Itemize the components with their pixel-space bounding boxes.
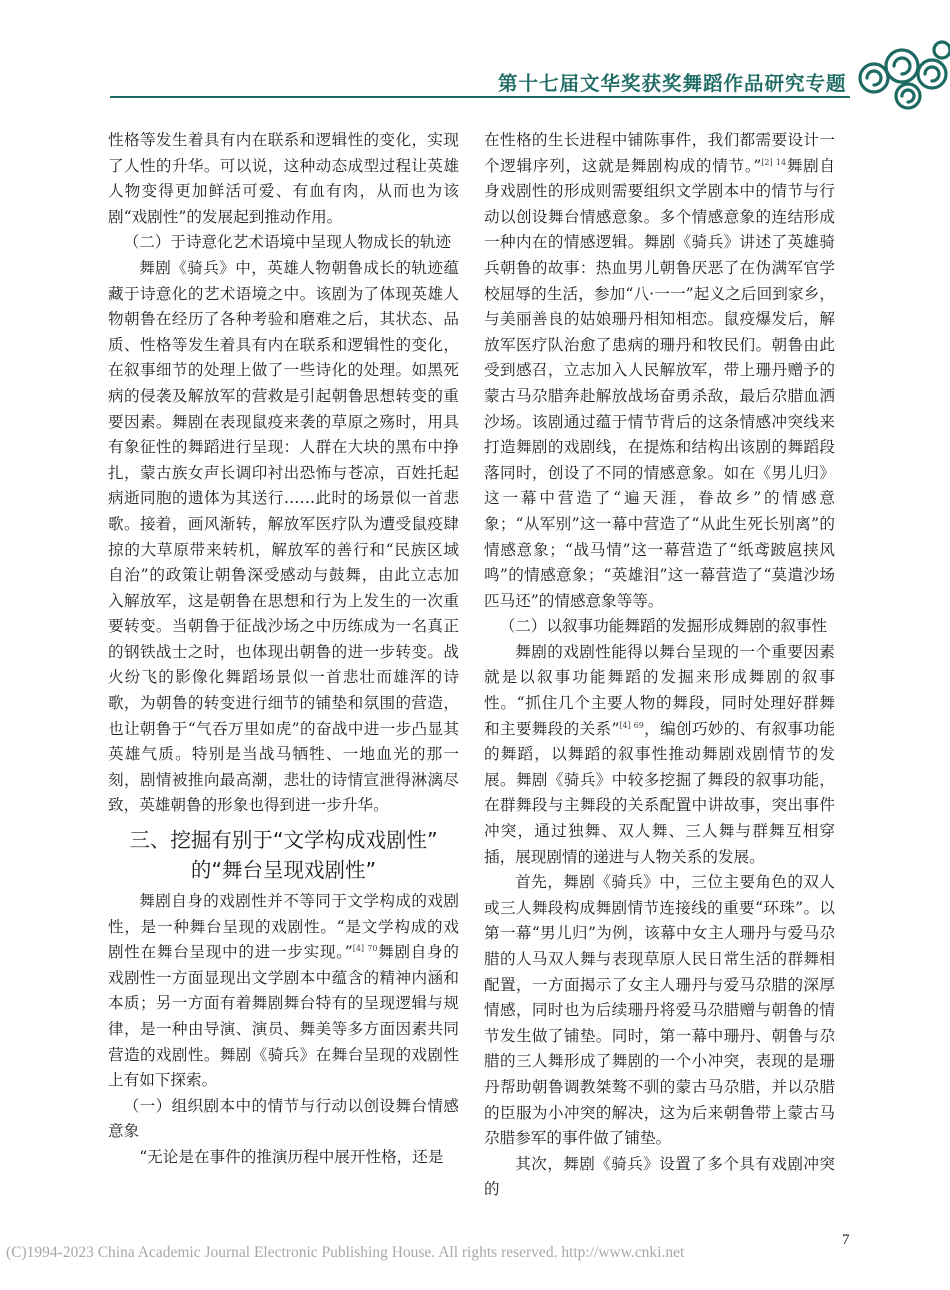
page-footer bbox=[0, 1232, 950, 1272]
section-heading-line: 三、挖掘有别于“文学构成戏剧性” bbox=[129, 828, 438, 853]
paragraph bbox=[484, 128, 835, 614]
section-heading bbox=[108, 825, 459, 885]
subsection-heading: （二）于诗意化艺术语境中呈现人物成长的轨迹 bbox=[123, 233, 452, 252]
paragraph-text: 舞剧自身戏剧性的形成则需要组织文学剧本中的情节与行动以创设舞台情感意象。多个情感意象的连结形成一种内在的情感逻辑。舞剧《骑兵》讲述了英雄骑兵朝鲁的故事：热血男儿朝鲁厌恶了在伪满军官学校屈辱的生活，参加“八·一一”起义之后回到家乡，与美丽善良的姑娘珊丹相知相恋。鼠疫爆发后，解放军医疗队治愈了患病的珊丹和牧民们。朝鲁由此受到感召，立志加入人民解放军，带上珊丹赠予的蒙古马尕腊奔赴解放战场奋勇杀敌，最后尕腊血洒沙场。该剧通过蕴于情节背后的这条情感冲突线来打造舞剧的戏剧线，在提炼和结构出该剧的舞蹈段落同时，创设了不同的情感意象。如在《男儿归》这一幕中营造了“遍天涯，眷故乡”的情感意象；“从军别”这一幕中营造了“从此生死长别离”的情感意象；“战马情”这一幕营造了“纸鸢跛扈挟风鸣”的情感意象；“英雄泪”这一幕营造了“莫遣沙场匹马还”的情感意象等等。 bbox=[484, 156, 835, 610]
paragraph: 其次，舞剧《骑兵》设置了多个具有戏剧冲突的 bbox=[484, 1154, 835, 1199]
paragraph: 舞剧《骑兵》中，英雄人物朝鲁成长的轨迹蕴藏于诗意化的艺术语境之中。该剧为了体现英雄人物朝鲁在经历了各种考验和磨难之后，其状态、品质、性格等发生着具有内在联系和逻辑性的变化，在叙事细节的处理上做了一些诗化的处理。如黑死病的侵袭及解放军的营救是引起朝鲁思想转变的重要因素。舞剧在表现鼠疫来袭的草原之殇时，用具有象征性的舞蹈进行呈现：人群在大块的黑布中挣扎，蒙古族女声长调印衬出恐怖与苍凉，百姓托起病逝同胞的遗体为其送行……此时的场景似一首悲歌。接着，画风渐转，解放军医疗队为遭受鼠疫肆掠的大草原带来转机，解放军的善行和“民族区域自治”的政策让朝鲁深受感动与鼓舞，由此立志加入解放军，这是朝鲁在思想和行为上发生的一次重要转变。当朝鲁于征战沙场之中历练成为一名真正的钢铁战士之时，也体现出朝鲁的进一步转变。战火纷飞的影像化舞蹈场景似一首悲壮而雄浑的诗歌，为朝鲁的转变进行细节的铺垫和氛围的营造，也让朝鲁于“气吞万里如虎”的奋战中进一步凸显其英雄气质。特别是当战马牺牲、一地血光的那一刻，剧情被推向最高潮，悲壮的诗情宣泄得淋漓尽致，英雄朝鲁的形象也得到进一步升华。 bbox=[108, 258, 459, 815]
subsection-heading: （一）组织剧本中的情节与行动以创设舞台情感意象 bbox=[108, 1096, 459, 1141]
paragraph bbox=[108, 889, 459, 1094]
paragraph-text: 舞剧自身的戏剧性一方面显现出文学剧本中蕴含的精神内涵和本质；另一方面有着舞剧舞台特有的呈现逻辑与规律，是一种由导演、演员、舞美等多方面因素共同营造的戏剧性。舞剧《骑兵》在舞台呈现的戏剧性上有如下探索。 bbox=[108, 943, 459, 1090]
cloud-swirl-ornament-icon bbox=[852, 38, 950, 118]
paragraph-text: 舞剧自身的戏剧性并不等同于文学构成的戏剧性，是一种舞台呈现的戏剧性。“是文学构成的戏剧性在舞台呈现中的进一步实现。” bbox=[108, 892, 459, 962]
paragraph: “无论是在事件的推演历程中展开性格，还是 bbox=[139, 1147, 444, 1166]
paragraph-text: ，编创巧妙的、有叙事功能的舞蹈，以舞蹈的叙事性推动舞剧戏剧情节的发展。舞剧《骑兵》中较多挖掘了舞段的叙事功能，在群舞段与主舞段的关系配置中讲故事，突出事件冲突，通过独舞、双人舞、三人舞与群舞互相穿插，展现剧情的递进与人物关系的发展。 bbox=[484, 719, 835, 866]
paragraph-text: 在性格的生长进程中铺陈事件，我们都需要设计一个逻辑序列，这就是舞剧构成的情节。” bbox=[484, 131, 835, 175]
right-column bbox=[484, 128, 835, 1203]
section-heading-line: 的“舞台呈现戏剧性” bbox=[190, 858, 377, 883]
paragraph-text: 舞剧的戏剧性能得以舞台呈现的一个重要因素就是以叙事功能舞蹈的发掘来形成舞剧的叙事性。“抓住几个主要人物的舞段，同时处理好群舞和主要舞段的关系” bbox=[484, 642, 835, 738]
page-number: 7 bbox=[842, 1232, 850, 1248]
citation: [4] 69 bbox=[619, 720, 644, 730]
subsection-heading: （二）以叙事功能舞蹈的发掘形成舞剧的叙事性 bbox=[499, 617, 828, 636]
header-rule bbox=[110, 96, 850, 98]
citation: [2] 14 bbox=[761, 157, 787, 167]
copyright-watermark: (C)1994-2023 China Academic Journal Electronic Publishing House. All rights reserved. http://www.cnki.net bbox=[6, 1244, 685, 1261]
citation: [4] 70 bbox=[352, 944, 378, 954]
left-column bbox=[108, 128, 459, 1171]
journal-section-title: 第十七届文华奖获奖舞蹈作品研究专题 bbox=[498, 72, 847, 95]
paragraph bbox=[484, 640, 835, 870]
paragraph: 性格等发生着具有内在联系和逻辑性的变化，实现了人性的升华。可以说，这种动态成型过程让英雄人物变得更加鲜活可爱、有血有肉，从而也为该剧“戏剧性”的发展起到推动作用。 bbox=[108, 131, 459, 226]
page-header bbox=[0, 0, 950, 110]
paragraph: 首先，舞剧《骑兵》中，三位主要角色的双人或三人舞段构成舞剧情节连接线的重要“环珠”。以第一幕“男儿归”为例，该幕中女主人珊丹与爱马尕腊的人马双人舞与表现草原人民日常生活的群舞相配置，一方面揭示了女主人珊丹与爱马尕腊的深厚情感，同时也为后续珊丹将爱马尕腊赠与朝鲁的情节发生做了铺垫。同时，第一幕中珊丹、朝鲁与尕腊的三人舞形成了舞剧的一个小冲突，表现的是珊丹帮助朝鲁调教桀骜不驯的蒙古马尕腊，并以尕腊的臣服为小冲突的解决，这为后来朝鲁带上蒙古马尕腊参军的事件做了铺垫。 bbox=[484, 873, 835, 1148]
